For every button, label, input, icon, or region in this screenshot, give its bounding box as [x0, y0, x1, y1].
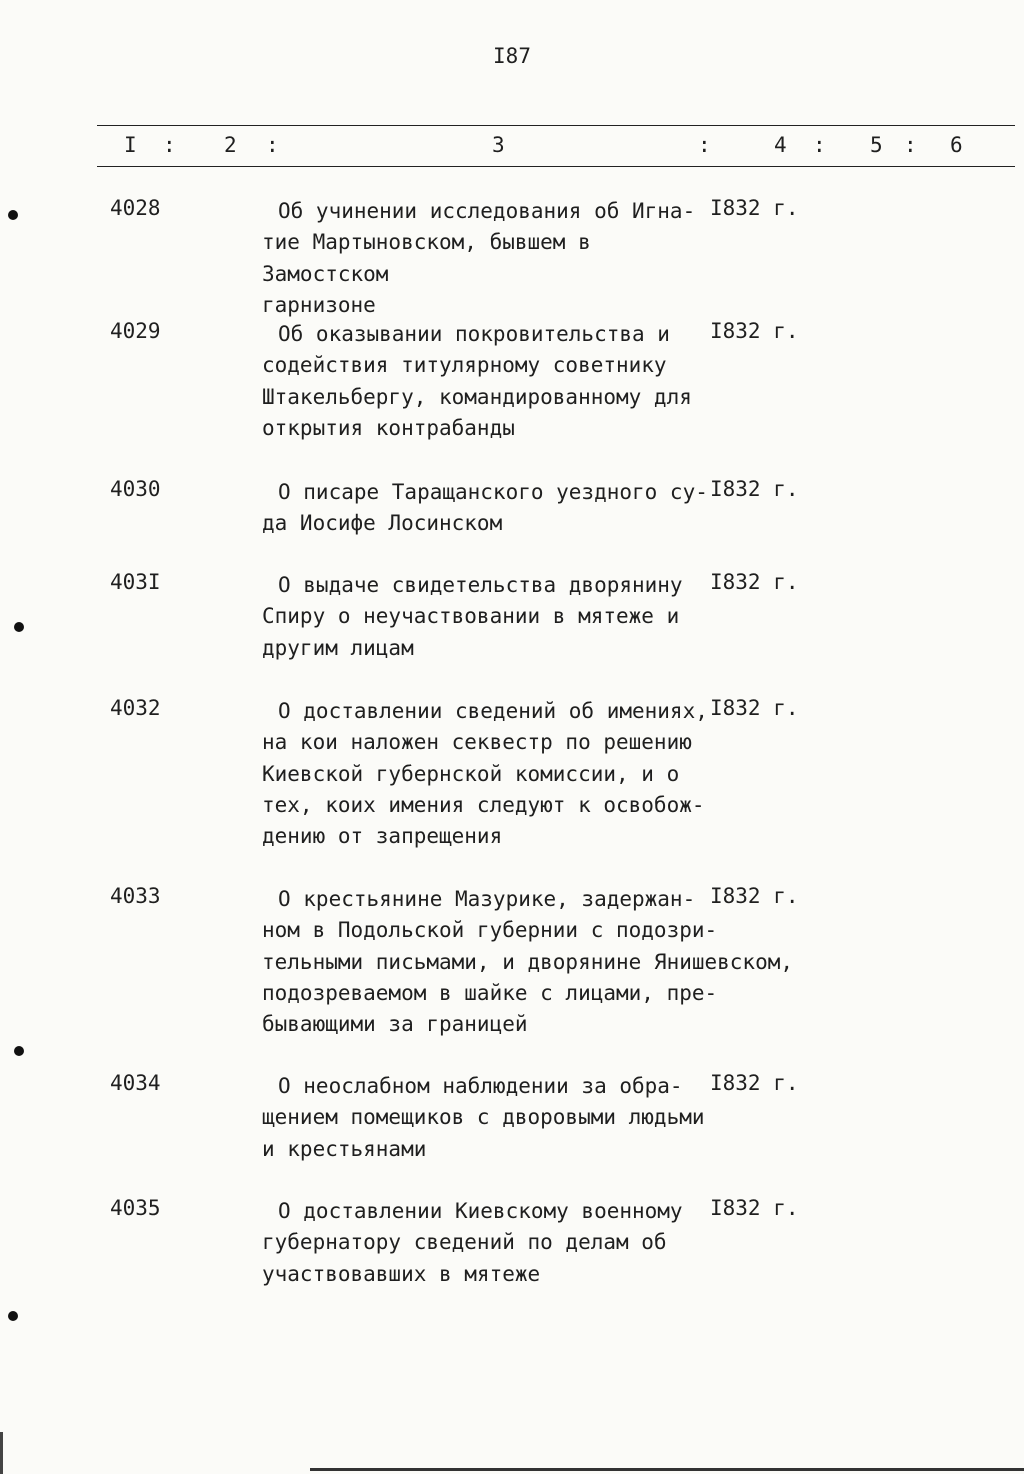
- entry-year: I832 г.: [710, 1196, 799, 1220]
- column-header-separator: :: [163, 133, 176, 157]
- entry-description: О доставлении сведений об имениях, на кои наложен секвестр по решению Киевской губернской комиссии, и о тех, коих имения следуют к освобож- дению от запрещения: [262, 699, 708, 849]
- column-header-separator: :: [266, 133, 279, 157]
- header-top-rule: [97, 125, 1015, 126]
- column-header-4: 4: [774, 133, 787, 157]
- punch-hole-mark: [14, 622, 24, 632]
- column-header-separator: :: [813, 133, 826, 157]
- page-edge-mark: [0, 1432, 3, 1474]
- entry-number: 4032: [110, 696, 161, 720]
- column-header-separator: :: [698, 133, 711, 157]
- column-header-2: 2: [224, 133, 237, 157]
- column-header-3: 3: [492, 133, 505, 157]
- punch-hole-mark: [14, 1046, 24, 1056]
- entry-year: I832 г.: [710, 196, 799, 220]
- entry-description: О неослабном наблюдении за обра- щением помещиков с дворовыми людьми и крестьянами: [262, 1074, 705, 1161]
- entry-description: О доставлении Киевскому военному губернатору сведений по делам об участвовавших в мятеже: [262, 1199, 683, 1286]
- punch-hole-mark: [8, 1311, 18, 1321]
- entry-number: 4029: [110, 319, 161, 343]
- entry-number: 403I: [110, 570, 161, 594]
- entry-number: 4034: [110, 1071, 161, 1095]
- entry-description: Об оказывании покровительства и содействия титулярному советнику Штакельбергу, командированному для открытия контрабанды: [262, 322, 692, 440]
- entry-year: I832 г.: [710, 477, 799, 501]
- entry-number: 4028: [110, 196, 161, 220]
- header-bottom-rule: [97, 166, 1015, 167]
- entry-description: О крестьянине Мазурике, задержан- ном в Подольской губернии с подозри- тельными письмами, и дворянине Янишевском, подозреваемом в шайке с лицами, пре- бывающими за границей: [262, 887, 794, 1037]
- entry-description: Об учинении исследования об Игна- тие Мартыновском, бывшем в Замостском гарнизоне: [262, 199, 696, 317]
- punch-hole-mark: [8, 210, 18, 220]
- entry-year: I832 г.: [710, 884, 799, 908]
- entry-number: 4033: [110, 884, 161, 908]
- entry-description: О выдаче свидетельства дворянину Спиру о неучаствовании в мятеже и другим лицам: [262, 573, 683, 660]
- entry-year: I832 г.: [710, 570, 799, 594]
- entry-year: I832 г.: [710, 1071, 799, 1095]
- page-edge-mark: [310, 1468, 1024, 1471]
- column-header-6: 6: [950, 133, 963, 157]
- column-header-1: I: [124, 133, 137, 157]
- entry-year: I832 г.: [710, 696, 799, 720]
- entry-year: I832 г.: [710, 319, 799, 343]
- entry-number: 4030: [110, 477, 161, 501]
- entry-description: О писаре Таращанского уездного су- да Иосифе Лосинском: [262, 480, 708, 536]
- page-number: I87: [493, 44, 531, 68]
- column-header-separator: :: [904, 133, 917, 157]
- column-header-5: 5: [870, 133, 883, 157]
- entry-number: 4035: [110, 1196, 161, 1220]
